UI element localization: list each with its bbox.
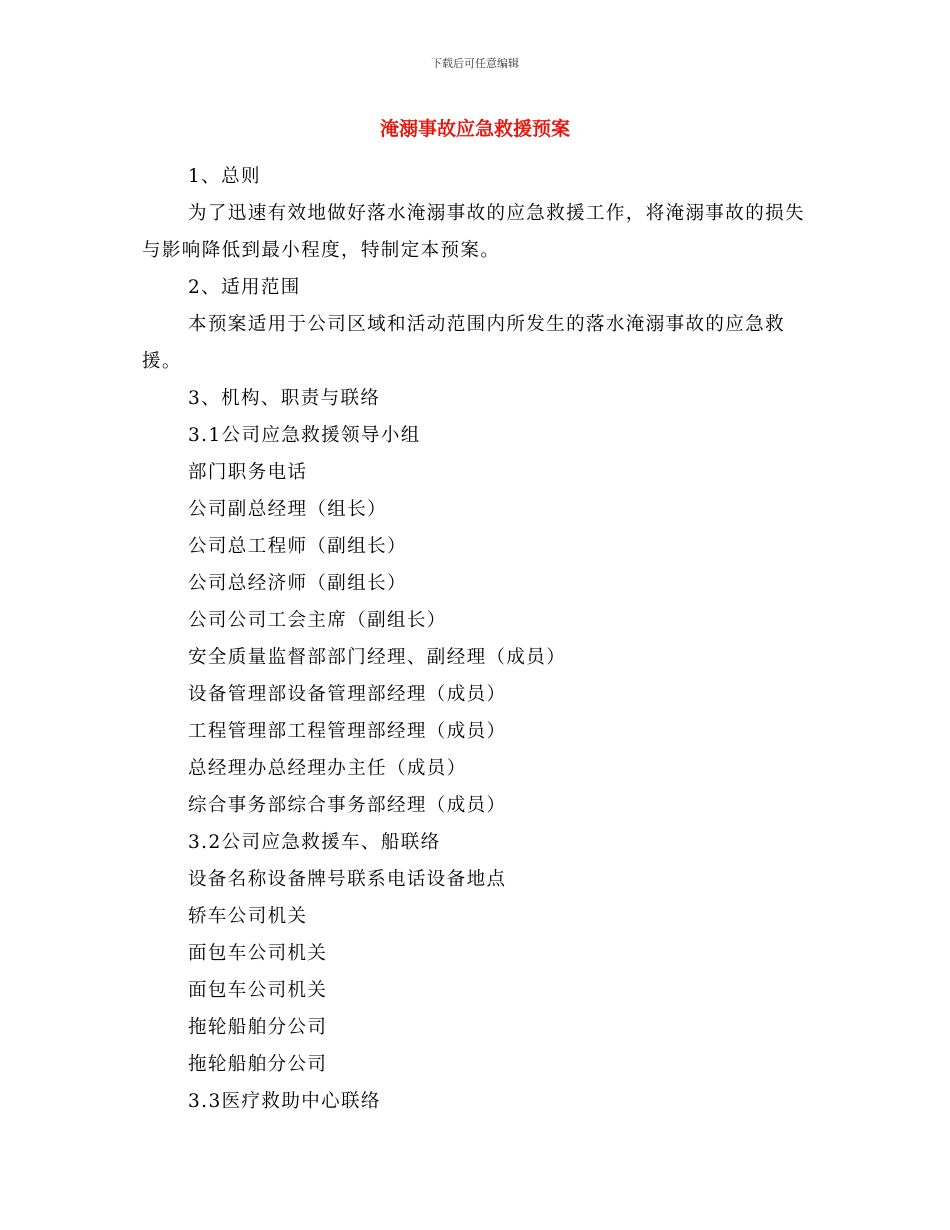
document-title: 淹溺事故应急救援预案 xyxy=(379,118,570,140)
section-heading-general: 1、总则 xyxy=(188,166,261,187)
header-note: 下载后可任意编辑 xyxy=(431,57,519,70)
section-heading-organization: 3、机构、职责与联络 xyxy=(188,388,381,409)
list-item: 面包车公司机关 xyxy=(188,943,328,964)
list-item: 拖轮船舶分公司 xyxy=(188,1054,328,1075)
list-item: 拖轮船舶分公司 xyxy=(188,1017,328,1038)
document-body xyxy=(142,158,812,1120)
subsection-heading-leadership: 3.1公司应急救援领导小组 xyxy=(188,425,421,446)
list-item: 公司公司工会主席（副组长） xyxy=(188,610,447,631)
subsection-heading-medical: 3.3医疗救助中心联络 xyxy=(188,1091,381,1112)
paragraph-purpose: 为了迅速有效地做好落水淹溺事故的应急救援工作，将淹溺事故的损失与影响降低到最小程度，特制定本预案。 xyxy=(142,203,805,261)
list-item: 部门职务电话 xyxy=(188,462,308,483)
list-item: 公司总工程师（副组长） xyxy=(188,536,407,557)
section-heading-scope: 2、适用范围 xyxy=(188,277,301,298)
list-item: 面包车公司机关 xyxy=(188,980,328,1001)
paragraph-scope: 本预案适用于公司区域和活动范围内所发生的落水淹溺事故的应急救援。 xyxy=(142,314,786,372)
list-item: 安全质量监督部部门经理、副经理（成员） xyxy=(188,647,567,668)
list-item: 工程管理部工程管理部经理（成员） xyxy=(188,721,507,742)
list-item: 轿车公司机关 xyxy=(188,906,308,927)
subsection-heading-vehicles: 3.2公司应急救援车、船联络 xyxy=(188,832,441,853)
list-item: 总经理办总经理办主任（成员） xyxy=(188,758,467,779)
list-item: 设备名称设备牌号联系电话设备地点 xyxy=(188,869,507,890)
list-item: 综合事务部综合事务部经理（成员） xyxy=(188,795,507,816)
list-item: 公司副总经理（组长） xyxy=(188,499,388,520)
list-item: 设备管理部设备管理部经理（成员） xyxy=(188,684,507,705)
list-item: 公司总经济师（副组长） xyxy=(188,573,407,594)
